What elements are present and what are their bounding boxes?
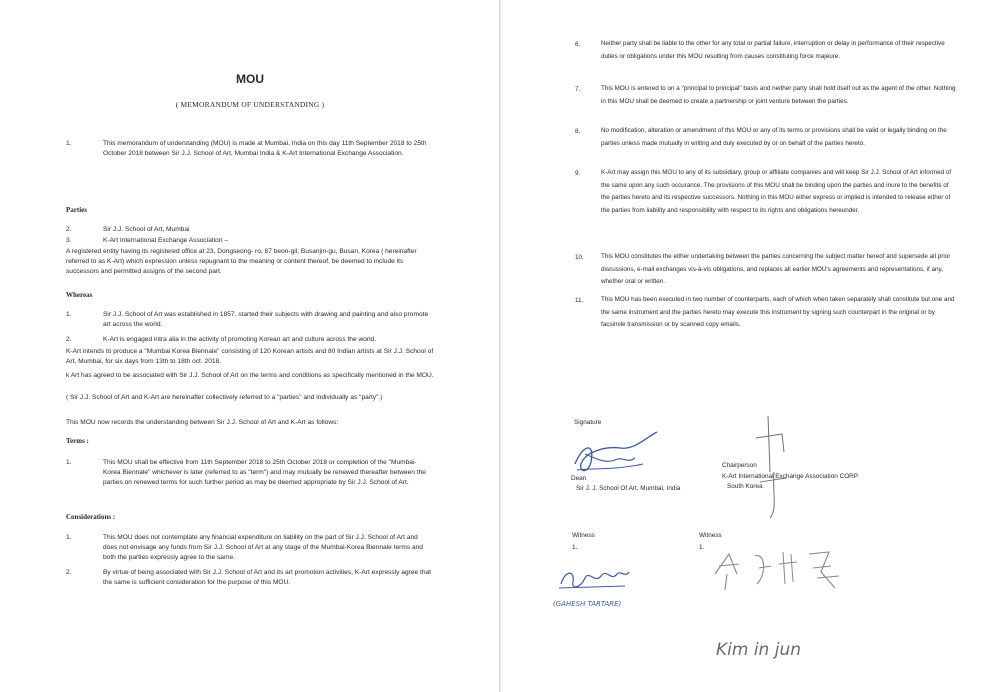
witness-right-signature-icon bbox=[709, 544, 849, 594]
considerations-number: 1. bbox=[66, 534, 72, 541]
clause-text: No modification, alteration or amendment of this MOU or any of its terms or provisions shall be valid or legally binding on the parties unless made mutually in writing and duly executed by or on behalf of the parties hereto. bbox=[601, 127, 947, 147]
whereas-note: ( Sir J.J. School of Art and K-Art are hereinafter collectively referred to a "parties" and individually as "party".) bbox=[66, 394, 383, 401]
witness-right-label: Witness bbox=[699, 532, 722, 539]
clause-text: This MOU constitutes the either undertaking between the parties concerning the subject matter hereof and supersede all prior discussions, e-mail exchanges vis-à-vis obligations, and replaces all earlier MOU's agreements and representations, if any, whether oral or written. bbox=[601, 253, 951, 285]
witness-left-label: Witness bbox=[572, 532, 595, 539]
chairperson-country: South Korea bbox=[727, 483, 763, 490]
clause-number: 7. bbox=[575, 86, 581, 93]
dean-title: Dean bbox=[571, 475, 587, 482]
document-title: MOU bbox=[236, 72, 264, 86]
whereas-note: This MOU now records the understanding between Sir J.J. School of Art and K-Art as follows: bbox=[66, 419, 339, 426]
dean-organization: Sir J. J. School Of Art, Mumbai, India bbox=[576, 485, 681, 492]
parties-heading: Parties bbox=[66, 206, 87, 214]
considerations-number: 2. bbox=[66, 569, 72, 576]
whereas-number: 2. bbox=[66, 336, 72, 343]
terms-heading: Terms : bbox=[66, 437, 89, 445]
considerations-heading: Considerations : bbox=[66, 513, 116, 521]
signature-label: Signature bbox=[574, 419, 602, 426]
whereas-heading: Whereas bbox=[66, 291, 93, 299]
clause-text: This MOU has been executed in two number of counterparts, each of which when taken separately shall constitute but one and the same instrument and the parties hereto may execute this instrument by signing such counterpart in the original or by facsimile transmission or by scanned copy emails. bbox=[601, 296, 955, 328]
clause-text: Neither party shall be liable to the other for any total or partial failure, interruption or delay in performance of their respective duties or obligations under this MOU resulting from causes constituting force majeure. bbox=[601, 40, 945, 60]
clause-number: 8. bbox=[575, 128, 581, 135]
terms-item: This MOU shall be effective from 11th September 2018 to 25th October 2018 or completion of the "Mumbai-Korea Biennale" whichever is later (referred to as "term") and may mutually be renewed thereafter between the parties on renewed terms for such further period as may be deemed appropriate by Sir J.J. School of Art. bbox=[103, 459, 426, 486]
intro-paragraph: This memorandum of understanding (MOU) is made at Mumbai, India on this day 11th September 2018 to 25th October 2018 between Sir J.J. School of Art, Mumbai India & K-Art International Exchange Association. bbox=[103, 140, 427, 157]
witness-right-name: Kim in jun bbox=[716, 640, 802, 660]
whereas-item: Sir J.J. School of Art was established in 1857, started their subjects with drawing and painting and also promote art across the world. bbox=[103, 311, 429, 328]
clause-number: 6. bbox=[575, 41, 581, 48]
witness-left-signature-icon bbox=[555, 560, 635, 595]
clause-text: K-Art may assign this MOU to any of its subsidiary, group or affiliate companies and will keep Sir J.J. School of Art informed of the same upon any such occurance. The provisions of this MOU shall be binding upon the parties and inure to the benefits of the parties hereto and its respective successors. Nothing in this MOU either express or implied is intended to release either of the parties from liability and responsibility with respect to its rights and obligations hereunder. bbox=[601, 169, 952, 214]
considerations-item: By virtue of being associated with Sir J.J. School of Art and its art promotion activities, K-Art expressly agree that the same is sufficient consideration for the purpose of this MOU. bbox=[103, 569, 432, 586]
whereas-item: K-Art is engaged intra alia in the activity of promoting Korean art and culture across the world. bbox=[103, 336, 377, 343]
clause-number: 10. bbox=[575, 254, 584, 261]
chairperson-organization: K-Art International Exchange Association CORP bbox=[722, 473, 859, 480]
witness-left-name: (GAHESH TARTARE) bbox=[553, 600, 622, 608]
party-number: 2. bbox=[66, 226, 72, 233]
whereas-note: K-Art intends to produce a "Mumbai Korea Biennale" consisting of 120 Korean artists and 80 Indian artists at Sir J.J. School of Art, Mumbai, for six days from 13th to 18th oct. 2018. bbox=[66, 348, 434, 365]
clause-text: This MOU is entered to on a "principal to principal" basis and neither party shall hold itself out as the agent of the other. Nothing in this MOU shall be deemed to create a partnership or joint venture between the parties. bbox=[601, 85, 956, 105]
right-page bbox=[501, 0, 982, 692]
witness-left-number: 1. bbox=[572, 544, 578, 551]
witness-right-number: 1. bbox=[699, 544, 705, 551]
parties-note: A registered entity having its registered office at 23, Dongseong- ro, 87 beon-gil, Busanjin-gu, Busan, Korea ( hereinafter referred to as K-Art) which expression unless repugnant to the meaning or content thereof, be deemed to include its successors and permitted assigns of the second part. bbox=[66, 248, 417, 275]
document-subtitle: ( MEMORANDUM OF UNDERSTANDING ) bbox=[175, 100, 325, 109]
whereas-note: k Art has agreed to be associated with Sir J.J. School of Art on the terms and conditions as specifically mentioned in the MOU. bbox=[66, 372, 434, 379]
party-item: K-Art International Exchange Association – bbox=[103, 237, 228, 244]
chairperson-title: Chairperson bbox=[722, 462, 757, 469]
clause-number: 9. bbox=[575, 170, 581, 177]
intro-number: 1. bbox=[66, 140, 72, 147]
clause-number: 11. bbox=[575, 297, 584, 304]
terms-number: 1. bbox=[66, 459, 72, 466]
considerations-item: This MOU does not contemplate any financial expenditure on liability on the part of Sir J.J. School of Art and does not envisage any funds from Sir J.J. School of Art at any stage of the Mumbai-Korea Biennale terms and both the parties expressly agree to the same. bbox=[103, 534, 423, 561]
whereas-number: 1. bbox=[66, 311, 72, 318]
party-number: 3. bbox=[66, 237, 72, 244]
party-item: Sir J.J. School of Art, Mumbai bbox=[103, 226, 190, 233]
